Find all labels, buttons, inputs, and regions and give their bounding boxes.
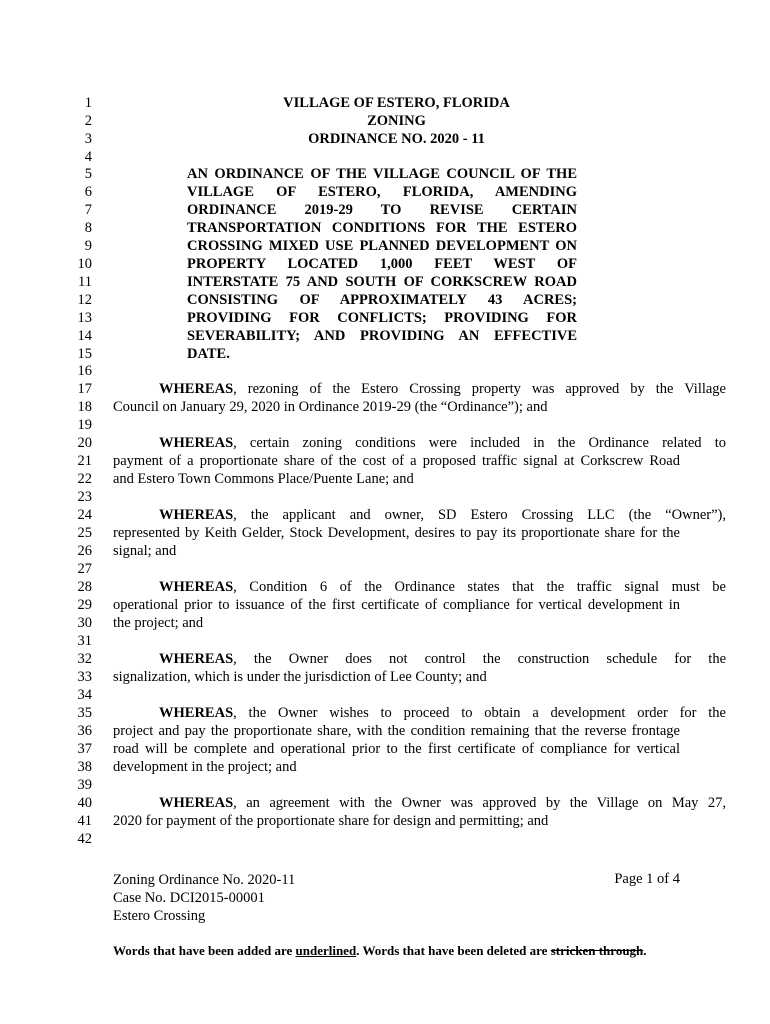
whereas-keyword: WHEREAS — [159, 579, 234, 595]
line-number: 12 — [77, 292, 92, 308]
line-number: 17 — [77, 381, 92, 397]
body-line: and Estero Town Commons Place/Puente Lane; and — [113, 471, 414, 487]
line-number: 22 — [77, 471, 92, 487]
caption-line: CONSISTING OF APPROXIMATELY 43 ACRES; — [187, 292, 577, 308]
line-number: 10 — [77, 256, 92, 272]
line-number: 30 — [77, 615, 92, 631]
heading-zoning: ZONING — [367, 113, 426, 129]
caption-line: PROPERTY LOCATED 1,000 FEET WEST OF — [187, 256, 577, 272]
line-number: 15 — [77, 346, 92, 362]
body-line: 2020 for payment of the proportionate share for design and permitting; and — [113, 813, 549, 829]
body-line: WHEREAS, certain zoning conditions were included in the Ordinance related to — [159, 435, 726, 451]
line-number: 31 — [77, 633, 92, 649]
footer-project-name: Estero Crossing — [113, 908, 206, 924]
caption-line: CROSSING MIXED USE PLANNED DEVELOPMENT ON — [187, 238, 577, 254]
line-number: 40 — [77, 795, 92, 811]
line-number: 26 — [77, 543, 92, 559]
body-line: WHEREAS, rezoning of the Estero Crossing property was approved by the Village — [159, 381, 726, 397]
body-line: project and pay the proportionate share, with the condition remaining that the reverse frontage — [113, 723, 680, 739]
line-number: 38 — [77, 759, 92, 775]
whereas-keyword: WHEREAS — [159, 381, 234, 397]
heading-village: VILLAGE OF ESTERO, FLORIDA — [283, 95, 510, 111]
body-line: WHEREAS, an agreement with the Owner was approved by the Village on May 27, — [159, 795, 726, 811]
line-number: 14 — [77, 328, 92, 344]
whereas-keyword: WHEREAS — [159, 435, 234, 451]
line-number: 8 — [84, 220, 92, 236]
body-line: development in the project; and — [113, 759, 297, 775]
caption-line: TRANSPORTATION CONDITIONS FOR THE ESTERO — [187, 220, 577, 236]
caption-line: VILLAGE OF ESTERO, FLORIDA, AMENDING — [187, 184, 577, 200]
line-number: 32 — [77, 651, 92, 667]
body-line: road will be complete and operational prior to the first certificate of compliance for vertical — [113, 741, 680, 757]
line-number: 29 — [77, 597, 92, 613]
caption-line: INTERSTATE 75 AND SOUTH OF CORKSCREW ROAD — [187, 274, 577, 290]
body-line: operational prior to issuance of the first certificate of compliance for vertical development in — [113, 597, 680, 613]
body-line: the project; and — [113, 615, 204, 631]
line-number: 7 — [84, 202, 92, 218]
heading-ordinance-number: ORDINANCE NO. 2020 - 11 — [308, 131, 485, 147]
line-number: 1 — [84, 95, 92, 111]
line-number: 25 — [77, 525, 92, 541]
line-number: 11 — [78, 274, 92, 290]
line-number: 28 — [77, 579, 92, 595]
line-number: 42 — [77, 831, 92, 847]
whereas-keyword: WHEREAS — [159, 705, 234, 721]
body-line: WHEREAS, Condition 6 of the Ordinance states that the traffic signal must be — [159, 579, 726, 595]
stricken-sample: stricken through — [550, 943, 644, 958]
body-line: WHEREAS, the Owner wishes to proceed to obtain a development order for the — [159, 705, 726, 721]
whereas-keyword: WHEREAS — [159, 507, 234, 523]
line-number: 13 — [77, 310, 92, 326]
body-line: signal; and — [113, 543, 177, 559]
body-line: WHEREAS, the Owner does not control the construction schedule for the — [159, 651, 726, 667]
body-line: Council on January 29, 2020 in Ordinance 2019-29 (the “Ordinance”); and — [113, 399, 548, 415]
line-number: 37 — [77, 741, 92, 757]
page-number: Page 1 of 4 — [614, 871, 680, 887]
footer-case-number: Case No. DCI2015-00001 — [113, 890, 265, 906]
underlined-sample: underlined — [295, 943, 357, 958]
line-number: 41 — [77, 813, 92, 829]
line-number: 24 — [77, 507, 92, 523]
caption-line: PROVIDING FOR CONFLICTS; PROVIDING FOR — [187, 310, 577, 326]
caption-line: ORDINANCE 2019-29 TO REVISE CERTAIN — [187, 202, 577, 218]
line-number: 33 — [77, 669, 92, 685]
whereas-keyword: WHEREAS — [159, 651, 234, 667]
line-number: 34 — [77, 687, 92, 703]
caption-line: SEVERABILITY; AND PROVIDING AN EFFECTIVE — [187, 328, 577, 344]
line-number: 4 — [84, 149, 92, 165]
line-number: 36 — [77, 723, 92, 739]
line-number: 5 — [84, 166, 92, 182]
revision-legend: Words that have been added are underlined. Words that have been deleted are stricken through. — [113, 943, 647, 958]
line-number: 21 — [77, 453, 92, 469]
whereas-keyword: WHEREAS — [159, 795, 234, 811]
line-number: 3 — [84, 131, 92, 147]
line-number: 2 — [84, 113, 92, 129]
line-number: 35 — [77, 705, 92, 721]
body-line: WHEREAS, the applicant and owner, SD Estero Crossing LLC (the “Owner”), — [159, 507, 726, 523]
body-line: signalization, which is under the jurisdiction of Lee County; and — [113, 669, 487, 685]
line-number: 39 — [77, 777, 92, 793]
line-number: 9 — [84, 238, 92, 254]
body-line: payment of a proportionate share of the cost of a proposed traffic signal at Corkscrew Road — [113, 453, 680, 469]
footer-ordinance: Zoning Ordinance No. 2020-11 — [113, 872, 296, 888]
body-line: represented by Keith Gelder, Stock Development, desires to pay its proportionate share for the — [113, 525, 680, 541]
line-number: 19 — [77, 417, 92, 433]
caption-line: DATE. — [187, 346, 230, 362]
line-number: 23 — [77, 489, 92, 505]
line-number: 16 — [77, 363, 92, 379]
line-number: 27 — [77, 561, 92, 577]
line-number: 6 — [84, 184, 92, 200]
line-number: 20 — [77, 435, 92, 451]
caption-line: AN ORDINANCE OF THE VILLAGE COUNCIL OF THE — [187, 166, 577, 182]
line-number: 18 — [77, 399, 92, 415]
